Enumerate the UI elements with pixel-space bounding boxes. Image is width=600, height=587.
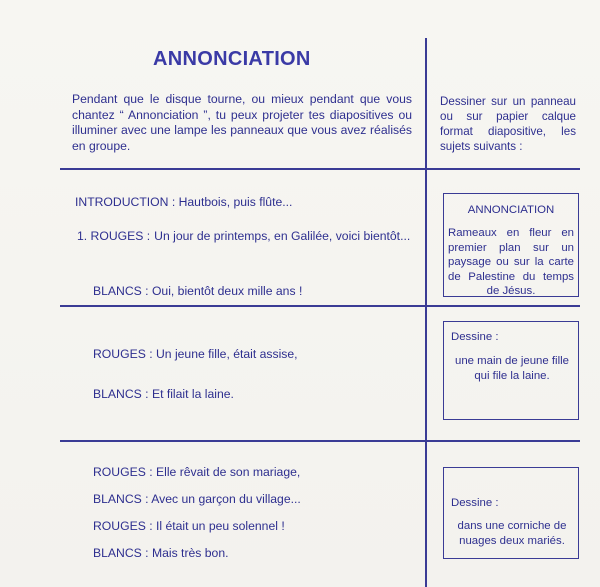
blancs-text: Avec un garçon du village... bbox=[151, 492, 301, 506]
blancs-label: BLANCS : bbox=[93, 284, 149, 298]
blancs-text: Oui, bientôt deux mille ans ! bbox=[151, 284, 303, 298]
horizontal-divider-2 bbox=[60, 305, 580, 307]
blancs-label: BLANCS : bbox=[93, 387, 149, 401]
rouges-text: Il était un peu solennel ! bbox=[155, 519, 285, 533]
blancs-label: BLANCS : bbox=[93, 546, 149, 560]
page-title: ANNONCIATION bbox=[153, 48, 311, 70]
rouges-label: ROUGES : bbox=[93, 347, 153, 361]
introduction-text: Hautbois, puis flûte... bbox=[178, 195, 293, 209]
rouges-label: 1. ROUGES : bbox=[77, 229, 151, 243]
box-text: Rameaux en fleur en premier plan sur un paysage ou sur la carte de Palestine du temps de Jésus. bbox=[448, 227, 574, 298]
drawing-box-hand bbox=[443, 321, 579, 420]
blancs-text: Mais très bon. bbox=[151, 546, 229, 560]
drawing-box-couple bbox=[443, 467, 579, 559]
rouges-label: ROUGES : bbox=[93, 519, 153, 533]
horizontal-divider-3 bbox=[60, 440, 580, 442]
verse-3-line-1 bbox=[93, 464, 300, 480]
rouges-text: Un jeune fille, était assise, bbox=[155, 347, 298, 361]
verse-2-blancs bbox=[93, 386, 234, 402]
verse-1-rouges bbox=[77, 228, 412, 244]
verse-2-rouges bbox=[93, 346, 298, 362]
verse-1-blancs bbox=[93, 283, 302, 299]
rouges-label: ROUGES : bbox=[93, 465, 153, 479]
box-heading: Dessine : bbox=[451, 497, 499, 509]
box-heading: Dessine : bbox=[451, 331, 499, 343]
introduction-label: INTRODUCTION : bbox=[75, 195, 176, 209]
verse-3-line-4 bbox=[93, 545, 228, 561]
box-heading: ANNONCIATION bbox=[467, 204, 555, 216]
rouges-text: Elle rêvait de son mariage, bbox=[155, 465, 301, 479]
box-text: une main de jeune fille qui file la laine. bbox=[455, 355, 569, 382]
introduction-line bbox=[75, 194, 292, 210]
vertical-divider bbox=[425, 38, 427, 587]
box-text: dans une corniche de nuages deux mariés. bbox=[457, 520, 567, 547]
blancs-label: BLANCS : bbox=[93, 492, 149, 506]
horizontal-divider-1 bbox=[60, 168, 580, 170]
drawing-box-annonciation bbox=[443, 193, 579, 297]
verse-3-line-2 bbox=[93, 491, 301, 507]
intro-paragraph: Pendant que le disque tourne, ou mieux pendant que vous chantez “ Annonciation ”, tu peux projeter tes diapositives ou illuminer avec une lampe les panneaux que vous avez réalisés en groupe. bbox=[72, 92, 412, 153]
verse-3-line-3 bbox=[93, 518, 285, 534]
drawing-instructions: Dessiner sur un panneau ou sur papier calque format diapositive, les sujets suivants : bbox=[440, 95, 576, 153]
rouges-text: Un jour de printemps, en Galilée, voici bientôt... bbox=[154, 229, 411, 243]
blancs-text: Et filait la laine. bbox=[151, 387, 234, 401]
